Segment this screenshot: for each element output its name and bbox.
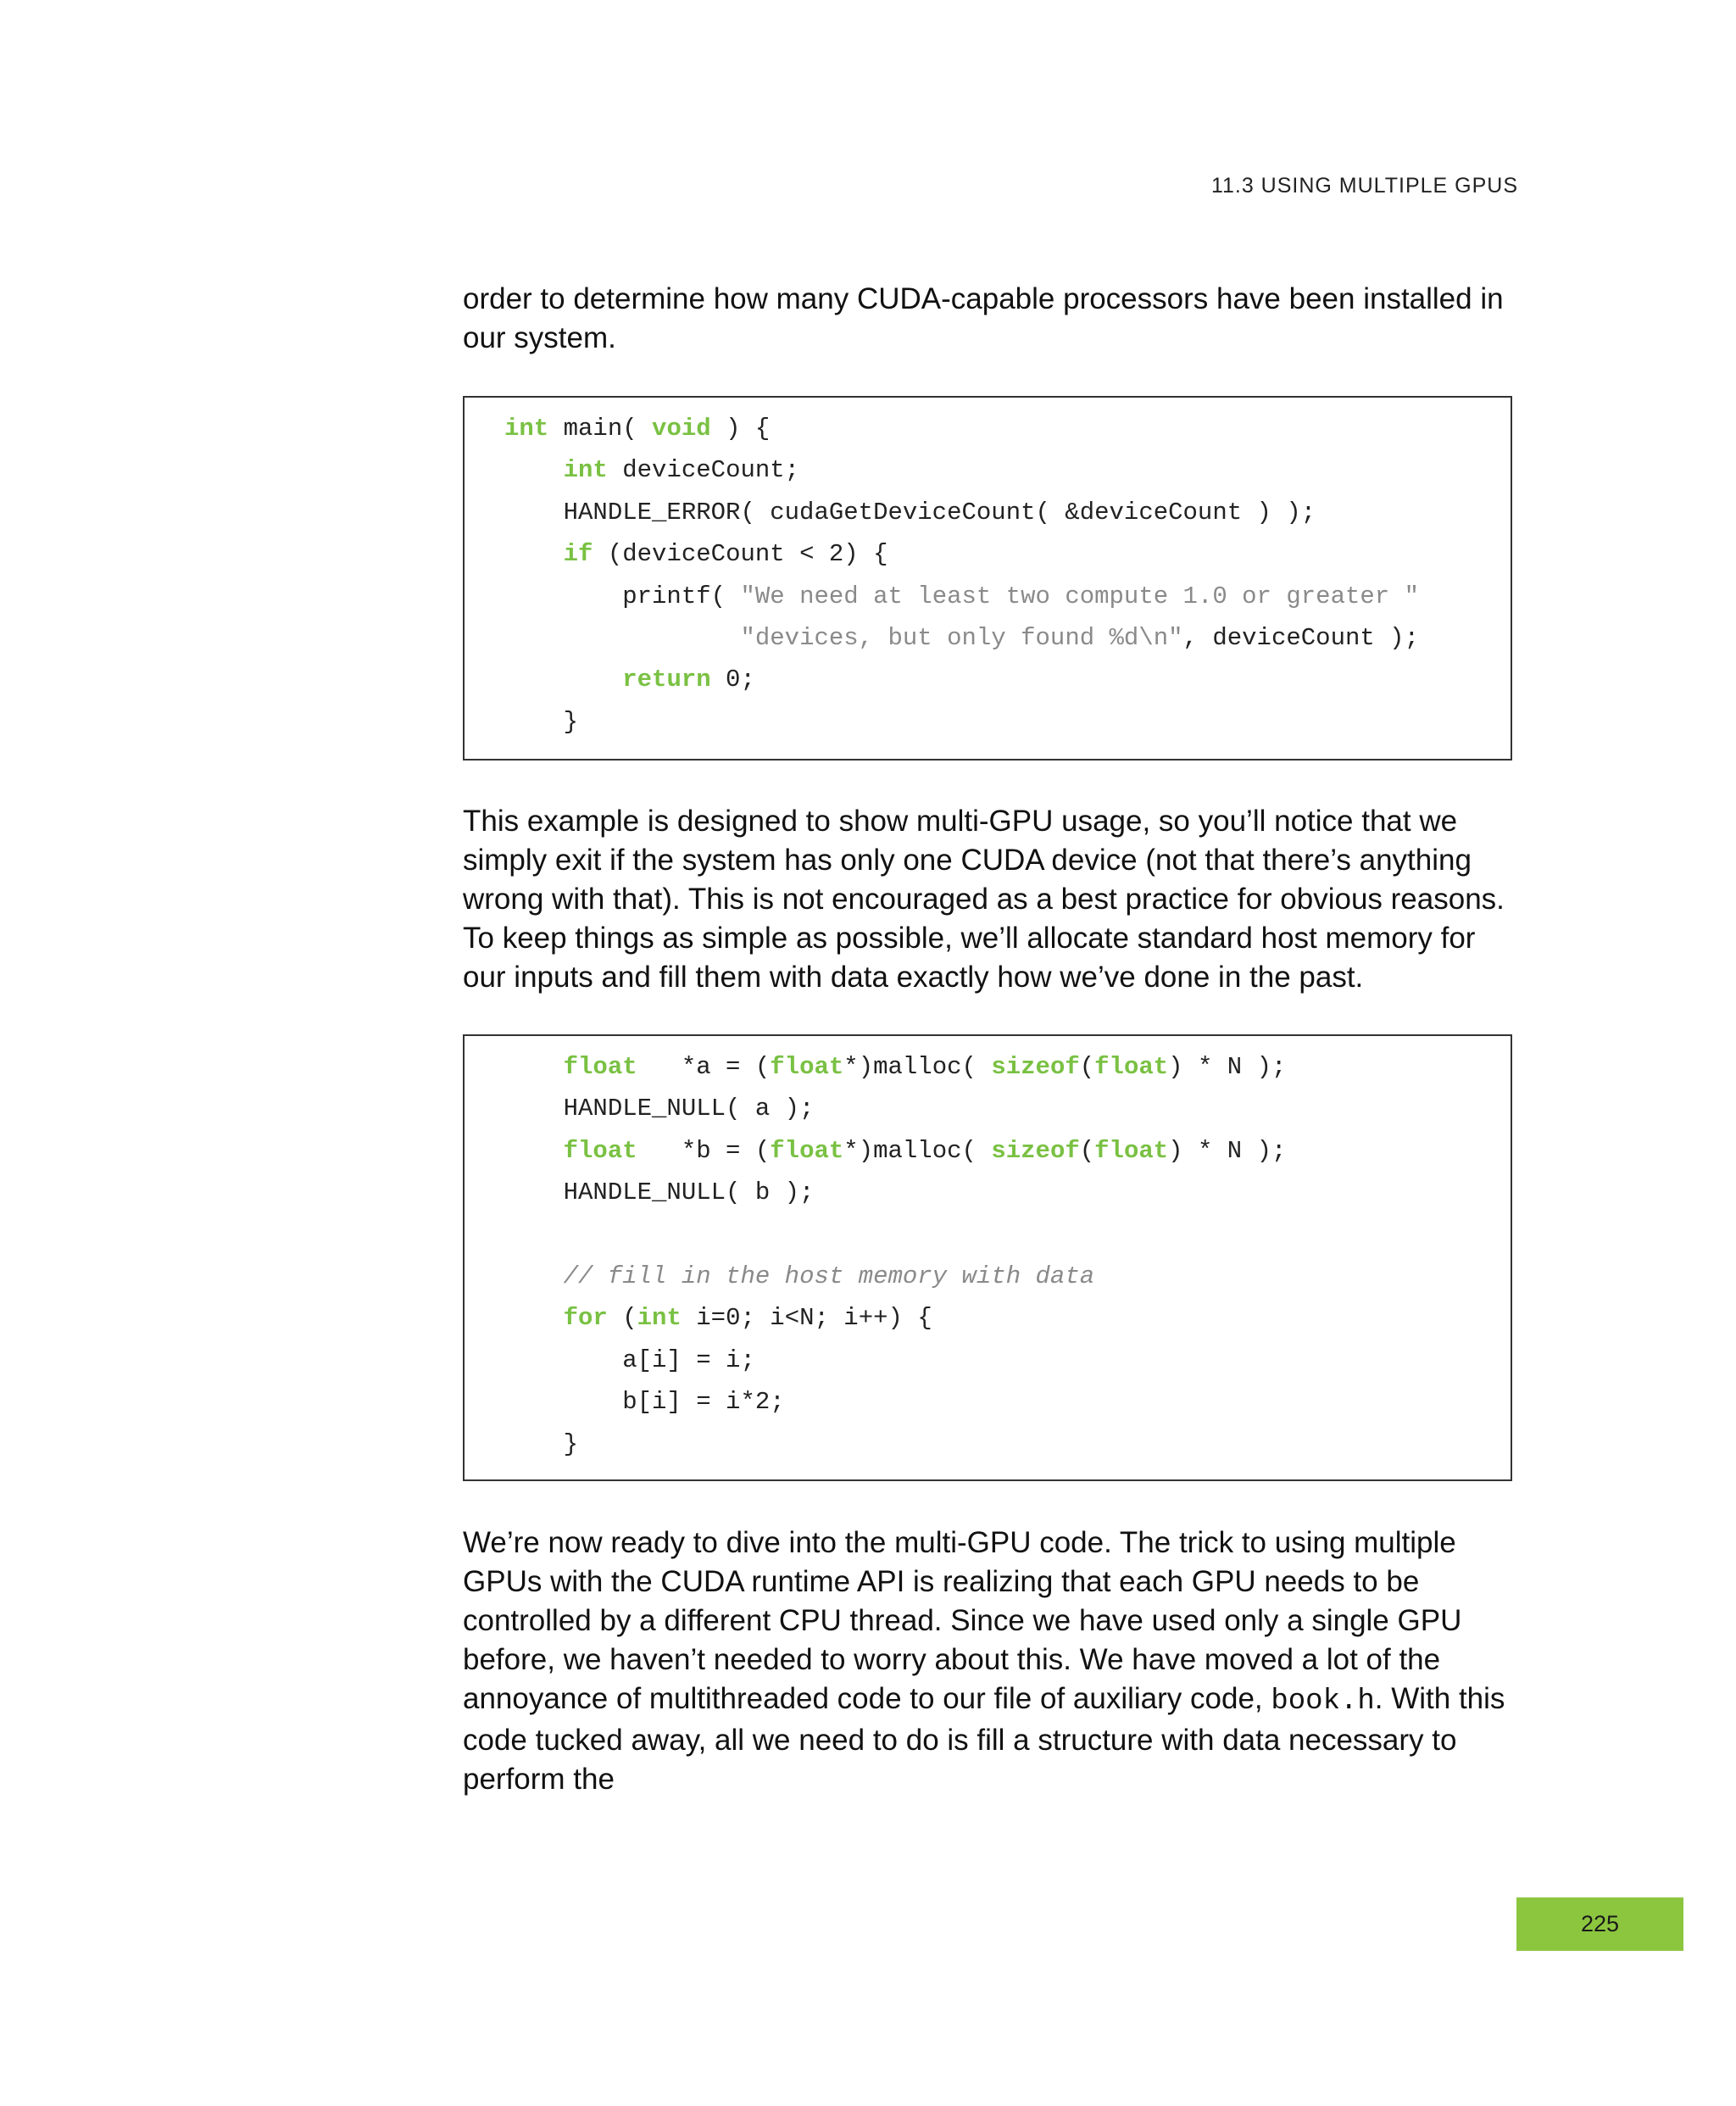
code-keyword: float (1094, 1053, 1169, 1081)
code-line (504, 1381, 1511, 1423)
code-text: *)malloc( (843, 1053, 992, 1081)
code-text: i=0; i<N; i++) { (681, 1304, 932, 1333)
code-keyword: if (563, 540, 593, 569)
code-text (504, 540, 564, 568)
code-keyword: void (652, 415, 711, 443)
code-text (504, 456, 564, 484)
code-keyword: float (1094, 1136, 1169, 1165)
code-text (504, 624, 740, 652)
code-text: printf( (504, 582, 741, 610)
code-keyword: sizeof (991, 1136, 1080, 1165)
code-text: HANDLE_NULL( b ); (504, 1178, 815, 1207)
code-keyword: float (770, 1136, 844, 1165)
code-text: *)malloc( (843, 1136, 992, 1165)
paragraph-3-text-after: . With this code tucked away, all we need to do is fill a structure with data necessary to perform the (463, 1682, 1505, 1796)
code-text (504, 1137, 564, 1165)
code-line (504, 1297, 1511, 1339)
code-text (504, 1262, 564, 1290)
code-block-2 (463, 1034, 1512, 1481)
code-text: ( (1079, 1053, 1095, 1081)
code-line (504, 701, 1511, 743)
code-block-2-lines (465, 1046, 1511, 1465)
code-block-1-lines (465, 408, 1511, 743)
paragraph-2-text: This example is designed to show multi-GPU usage, so you’ll notice that we simply exit if the system has only one CUDA device (not that there’s anything wrong with that). This is not encouraged as a best practice for obvious reasons. To keep things as simple as possible, we’ll allocate standard host memory for our inputs and fill them with data exactly how we’ve done in the past. (463, 805, 1505, 994)
code-text: HANDLE_NULL( a ); (504, 1095, 815, 1123)
running-head: 11.3 USING MULTIPLE GPUS (1210, 174, 1518, 198)
code-keyword: return (622, 666, 711, 694)
code-text: ( (1079, 1136, 1095, 1165)
code-line (504, 1256, 1511, 1297)
code-text: main( (548, 415, 653, 443)
code-text: HANDLE_ERROR( cudaGetDeviceCount( &deviceCount ) ); (504, 498, 1316, 526)
code-keyword: float (563, 1053, 637, 1081)
code-line (504, 1172, 1511, 1213)
code-line (504, 576, 1511, 617)
paragraph-3 (463, 1524, 1522, 1799)
code-text: } (504, 707, 579, 736)
paragraph-3-text (463, 1524, 1522, 1799)
code-keyword: sizeof (991, 1053, 1080, 1081)
code-block-1 (463, 396, 1512, 760)
code-keyword: int (637, 1304, 682, 1333)
code-keyword: int (504, 415, 549, 443)
code-text: b[i] = i*2; (504, 1388, 785, 1417)
code-text: ) * N ); (1168, 1053, 1287, 1081)
paragraph-1-text: order to determine how many CUDA-capable processors have been installed in our system. (463, 282, 1504, 354)
code-line (504, 492, 1511, 533)
code-line (504, 1214, 1511, 1256)
code-text: ( (607, 1304, 637, 1333)
code-line (504, 449, 1511, 491)
code-line (504, 1130, 1511, 1172)
code-keyword: float (770, 1053, 844, 1081)
paragraph-2 (463, 802, 1522, 997)
code-text: ) { (710, 415, 771, 443)
code-text (504, 666, 622, 694)
paragraph-1 (463, 280, 1522, 358)
code-text: a[i] = i; (504, 1346, 755, 1374)
inline-code-book-h: book.h (1271, 1685, 1375, 1718)
code-line (504, 659, 1511, 700)
code-text: (deviceCount < 2) { (593, 540, 888, 569)
code-line (504, 1046, 1511, 1088)
code-text (504, 1053, 564, 1081)
code-keyword: for (563, 1304, 608, 1333)
code-line (504, 1340, 1511, 1381)
code-string: "We need at least two compute 1.0 or greater " (740, 582, 1419, 610)
code-comment: // fill in the host memory with data (563, 1262, 1095, 1290)
code-text: deviceCount; (607, 456, 800, 485)
code-text (504, 1304, 564, 1332)
code-keyword: int (563, 456, 608, 485)
page-number-tab: 225 (1516, 1897, 1683, 1951)
code-text: *a = ( (637, 1053, 771, 1081)
code-keyword: float (563, 1136, 637, 1165)
code-text: *b = ( (637, 1136, 771, 1165)
code-line (504, 617, 1511, 659)
code-line (504, 1088, 1511, 1129)
code-text: , deviceCount ); (1182, 623, 1419, 652)
code-line (504, 408, 1511, 449)
paragraph-3-text-before: We’re now ready to dive into the multi-GPU code. The trick to using multiple GPUs with the CUDA runtime API is realizing that each GPU needs to be controlled by a different CPU thread. Since we have used only a single GPU before, we haven’t needed to worry about this. We have moved a lot of the annoyance of multithreaded code to our file of auxiliary code, (463, 1526, 1462, 1715)
code-text: 0; (710, 666, 755, 694)
code-line (504, 1424, 1511, 1465)
code-line (504, 533, 1511, 575)
code-text: ) * N ); (1168, 1136, 1287, 1165)
code-text: } (504, 1429, 579, 1458)
code-string: "devices, but only found %d\n" (740, 623, 1183, 652)
